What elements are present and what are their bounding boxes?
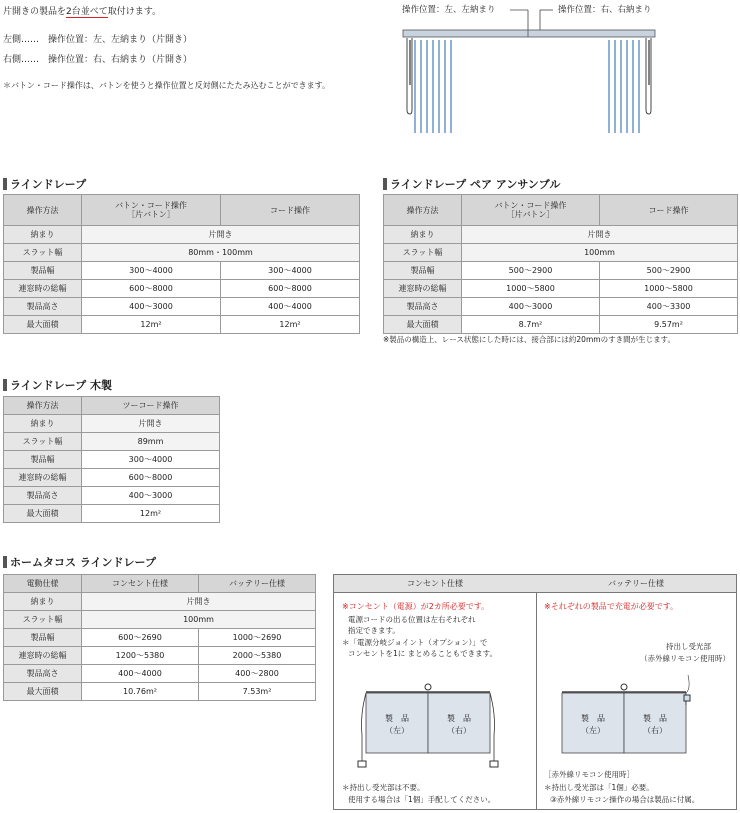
table2-header-baton (462, 195, 600, 226)
intro-line1 (3, 6, 161, 18)
table2-note: ※製品の構造上、レース状態にした時には、接合部には約20mmのすき間が生じます。 (383, 335, 675, 344)
table-cell: 2000～5380 (199, 647, 316, 665)
table-cell: 80mm・100mm (82, 244, 360, 262)
title-marker-icon (3, 556, 7, 568)
table-cell: 600～8000 (82, 280, 221, 298)
table-cell: 400～2800 (199, 665, 316, 683)
table-row-label: 製品幅 (384, 262, 462, 280)
table-cell: 400～3000 (82, 298, 221, 316)
table-row-label: スラット幅 (4, 433, 82, 451)
table-cell: 400～4000 (82, 665, 199, 683)
table-cell: 10.76m² (82, 683, 199, 701)
table-row-label: スラット幅 (4, 611, 82, 629)
table-cell: 300～4000 (82, 262, 221, 280)
table1-header-method: 操作方法 (4, 195, 82, 226)
table-cell: 400～3000 (82, 487, 220, 505)
title-marker-icon (3, 379, 7, 391)
product-side: （右） (447, 726, 471, 735)
outlet-line2: 指定できます。 (348, 626, 400, 635)
intro-right: 右側…… 操作位置：右、右納まり（片開き） (3, 55, 193, 65)
table-cell: 1200～5380 (82, 647, 199, 665)
table2 (383, 194, 738, 334)
table-cell: 89mm (82, 433, 220, 451)
table-cell: 1000～2690 (199, 629, 316, 647)
battery-footer0: ［赤外線リモコン使用時］ (544, 770, 634, 779)
table-cell: 400～3000 (462, 298, 600, 316)
battery-product-left (562, 713, 624, 737)
outlet-spec-panel (333, 574, 537, 810)
table-cell: 8.7m² (462, 316, 600, 334)
pair-diagram (400, 0, 660, 140)
table-row-label: 最大面積 (4, 505, 82, 523)
battery-footer2: ③赤外線リモコン操作の場合は製品に付属。 (550, 795, 700, 804)
table1-header-baton-b: ［片バトン］ (127, 210, 175, 219)
table-cell: 片開き (82, 593, 316, 611)
table-cell: 400～4000 (221, 298, 360, 316)
table-row-label: 納まり (4, 415, 82, 433)
pair-diagram-graphic (400, 0, 660, 140)
battery-receiver-label2: （赤外線リモコン使用時） (640, 654, 730, 663)
table-row-label: 納まり (4, 226, 82, 244)
table-cell: 500～2900 (600, 262, 738, 280)
outlet-footer1: ＊持出し受光部は不要。 (342, 783, 425, 792)
outlet-product-right (428, 713, 490, 737)
table-row-label: 連窓時の総幅 (4, 647, 82, 665)
diagram-label-right: 操作位置：右、右納まり (558, 5, 652, 15)
table-cell: 片開き (82, 415, 220, 433)
table1 (3, 194, 360, 334)
table-cell: 片開き (82, 226, 360, 244)
battery-product-right (624, 713, 686, 737)
diagram-label-left: 操作位置：左、左納まり (402, 5, 496, 15)
table2-header-cord: コード操作 (600, 195, 738, 226)
outlet-line1: 電源コードの出る位置は左右それぞれ (348, 615, 476, 624)
battery-warning: ※それぞれの製品で充電が必要です。 (544, 602, 679, 611)
table-row-label: 連窓時の総幅 (4, 280, 82, 298)
table-row-label: 製品幅 (4, 629, 82, 647)
table4-header-electric: 電動仕様 (4, 575, 82, 593)
table1-header-cord: コード操作 (221, 195, 360, 226)
table4-title (3, 554, 156, 570)
table-cell: 9.57m² (600, 316, 738, 334)
table-cell: 500～2900 (462, 262, 600, 280)
table-cell: 100mm (82, 611, 316, 629)
table-cell: 600～8000 (82, 469, 220, 487)
table3-title-text: ラインドレープ 木製 (10, 379, 112, 392)
table4 (3, 574, 316, 701)
outlet-line3: ＊「電源分岐ジョイント（オプション）」で (342, 638, 488, 647)
product-side: （左） (581, 726, 605, 735)
product-side: （右） (643, 726, 667, 735)
table2-header-baton-b: ［片バトン］ (506, 210, 555, 219)
intro-line1-emphasis: 2台並べて (66, 7, 108, 17)
table-row-label: 最大面積 (4, 316, 82, 334)
table-cell: 300～4000 (221, 262, 360, 280)
product-label: 製 品 (447, 714, 471, 723)
table3-header-twocord: ツーコード操作 (82, 397, 220, 415)
table-cell: 600～8000 (221, 280, 360, 298)
product-side: （左） (385, 726, 409, 735)
table1-header-baton-a: バトン・コード操作 (115, 201, 187, 210)
table2-header-method: 操作方法 (384, 195, 462, 226)
table-row-label: スラット幅 (4, 244, 82, 262)
product-label: 製 品 (385, 714, 409, 723)
table-row-label: 製品高さ (4, 487, 82, 505)
intro-note: ＊バトン・コード操作は、バトンを使うと操作位置と反対側にたたみ込むことができます。 (3, 81, 331, 90)
table-cell: 300～4000 (82, 451, 220, 469)
table-row-label: 製品高さ (384, 298, 462, 316)
table-cell: 7.53m² (199, 683, 316, 701)
title-marker-icon (383, 178, 387, 190)
table-row-label: 連窓時の総幅 (4, 469, 82, 487)
table2-title (383, 176, 560, 192)
table-row-label: 最大面積 (4, 683, 82, 701)
intro-line1-pre: 片開きの製品を (3, 7, 67, 17)
table3-header-method: 操作方法 (4, 397, 82, 415)
table1-header-baton (82, 195, 221, 226)
outlet-panel-head: コンセント仕様 (334, 575, 536, 593)
table2-title-text: ラインドレープ ペア アンサンブル (390, 178, 561, 191)
table-cell: 1000～5800 (462, 280, 600, 298)
product-label: 製 品 (643, 714, 667, 723)
table4-header-battery: バッテリー仕様 (199, 575, 316, 593)
title-marker-icon (3, 178, 7, 190)
table-row-label: 納まり (384, 226, 462, 244)
table3-title (3, 377, 112, 393)
table-cell: 12m² (82, 316, 221, 334)
table-row-label: 製品高さ (4, 665, 82, 683)
table-cell: 400～3300 (600, 298, 738, 316)
battery-receiver-label1: 持出し受光部 (666, 642, 711, 651)
table-row-label: 最大面積 (384, 316, 462, 334)
table-row-label: 製品高さ (4, 298, 82, 316)
table-cell: 1000～5800 (600, 280, 738, 298)
battery-spec-panel (536, 574, 737, 810)
intro-left: 左側…… 操作位置：左、左納まり（片開き） (3, 35, 193, 45)
outlet-footer2: 使用する場合は「1個」手配してください。 (348, 795, 496, 804)
intro-line1-post: 取付けます。 (107, 7, 162, 17)
outlet-line4: コンセントを1に まとめることもできます。 (348, 649, 498, 658)
table-cell: 12m² (82, 505, 220, 523)
table-cell: 600～2690 (82, 629, 199, 647)
battery-panel-head: バッテリー仕様 (536, 575, 736, 593)
table-cell: 12m² (221, 316, 360, 334)
table4-title-text: ホームタコス ラインドレープ (10, 556, 156, 569)
table-row-label: 納まり (4, 593, 82, 611)
table1-title-text: ラインドレープ (10, 178, 87, 191)
outlet-warning: ※コンセント（電源）が2カ所必要です。 (342, 602, 490, 611)
table-row-label: 連窓時の総幅 (384, 280, 462, 298)
table-row-label: スラット幅 (384, 244, 462, 262)
table4-header-outlet: コンセント仕様 (82, 575, 199, 593)
table-row-label: 製品幅 (4, 451, 82, 469)
table-cell: 片開き (462, 226, 738, 244)
product-label: 製 品 (581, 714, 605, 723)
table-cell: 100mm (462, 244, 738, 262)
table3 (3, 396, 220, 523)
table1-title (3, 176, 86, 192)
outlet-product-left (366, 713, 428, 737)
table2-header-baton-a: バトン・コード操作 (494, 201, 567, 210)
battery-footer1: ＊持出し受光部は「1個」必要。 (544, 783, 654, 792)
table-row-label: 製品幅 (4, 262, 82, 280)
